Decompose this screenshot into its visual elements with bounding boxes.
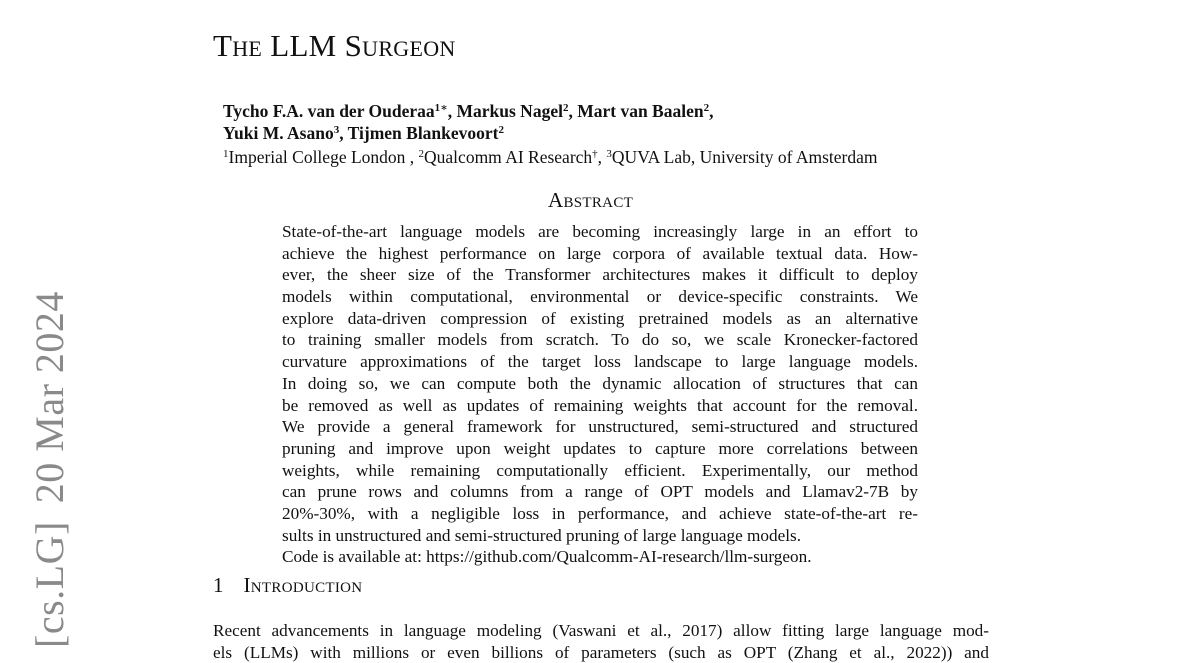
intro-line: els (LLMs) with millions or even billions of parameters (such as OPT (Zhang et al., 2022)) and — [213, 642, 989, 662]
affil-text: QUVA Lab, University of Amsterdam — [611, 147, 878, 167]
author-name: , Markus Nagel — [447, 101, 563, 121]
author-separator: , — [709, 101, 714, 121]
section-heading-introduction — [213, 573, 362, 597]
affil-text: Imperial College London , — [228, 147, 419, 167]
affiliations — [223, 146, 877, 168]
abstract-line: State-of-the-art language models are becoming increasingly large in an effort to — [282, 222, 918, 241]
arxiv-category: [cs.LG] — [27, 521, 72, 648]
author-affil-mark: 2 — [498, 124, 505, 136]
author-list — [223, 100, 713, 144]
author-affil-mark: 2 — [562, 102, 569, 114]
intro-line: Recent advancements in language modeling (Vaswani et al., 2017) allow fitting large language mod- — [213, 621, 989, 640]
code-link-line[interactable]: Code is available at: https://github.com/Qualcomm-AI-research/llm-surgeon. — [282, 547, 812, 567]
abstract-line: can prune rows and columns from a range of OPT models and Llamav2-7B by — [282, 482, 918, 502]
author-affil-mark: 2 — [703, 102, 710, 114]
section-title: Introduction — [243, 573, 363, 597]
abstract-line: achieve the highest performance on large corpora of available textual data. How- — [282, 243, 918, 263]
author-name: Yuki M. Asano — [223, 123, 334, 143]
abstract-line: weights, while remaining computationally efficient. Experimentally, our method — [282, 460, 918, 480]
arxiv-sidebar-stamp — [28, 291, 72, 648]
abstract-heading: Abstract — [548, 188, 634, 212]
affil-mark: 2 — [418, 148, 425, 160]
abstract-line: pruning and improve upon weight updates to capture more correlations between — [282, 438, 918, 458]
abstract-line: In doing so, we can compute both the dynamic allocation of structures that can — [282, 373, 918, 393]
affil-mark: 1 — [223, 148, 229, 160]
author-line-2 — [223, 122, 713, 144]
author-name: , Tijmen Blankevoort — [339, 123, 499, 143]
affil-text: Qualcomm AI Research — [424, 147, 593, 167]
introduction-body — [213, 620, 989, 663]
abstract-line: ever, the sheer size of the Transformer architectures makes it difficult to deploy — [282, 265, 918, 285]
abstract-line: be removed as well as updates of remaining weights that account for the removal. — [282, 395, 918, 415]
paper-title: The LLM Surgeon — [213, 28, 456, 63]
author-affil-mark: 3 — [333, 124, 340, 136]
abstract-line: 20%-30%, with a negligible loss in performance, and achieve state-of-the-art re- — [282, 503, 918, 523]
abstract-line: sults in unstructured and semi-structured pruning of large language models. — [282, 525, 802, 545]
affil-text: , — [597, 147, 607, 167]
affil-mark: † — [592, 148, 598, 160]
abstract-line: curvature approximations of the target loss landscape to large language models. — [282, 352, 918, 372]
abstract-line: explore data-driven compression of existing pretrained models as an alternative — [282, 308, 918, 328]
author-name: , Mart van Baalen — [568, 101, 704, 121]
affil-mark: 3 — [606, 148, 612, 160]
section-number: 1 — [213, 573, 224, 597]
abstract-line: We provide a general framework for unstructured, semi-structured and structured — [282, 417, 918, 437]
abstract-line: models within computational, environmental or device-specific constraints. We — [282, 287, 918, 307]
author-line-1 — [223, 100, 713, 122]
arxiv-date: 20 Mar 2024 — [27, 291, 72, 504]
abstract-line: to training smaller models from scratch. To do so, we scale Kronecker-factored — [282, 330, 918, 350]
author-affil-mark: 1∗ — [434, 102, 448, 114]
author-name: Tycho F.A. van der Ouderaa — [223, 101, 435, 121]
abstract-body — [282, 221, 918, 568]
